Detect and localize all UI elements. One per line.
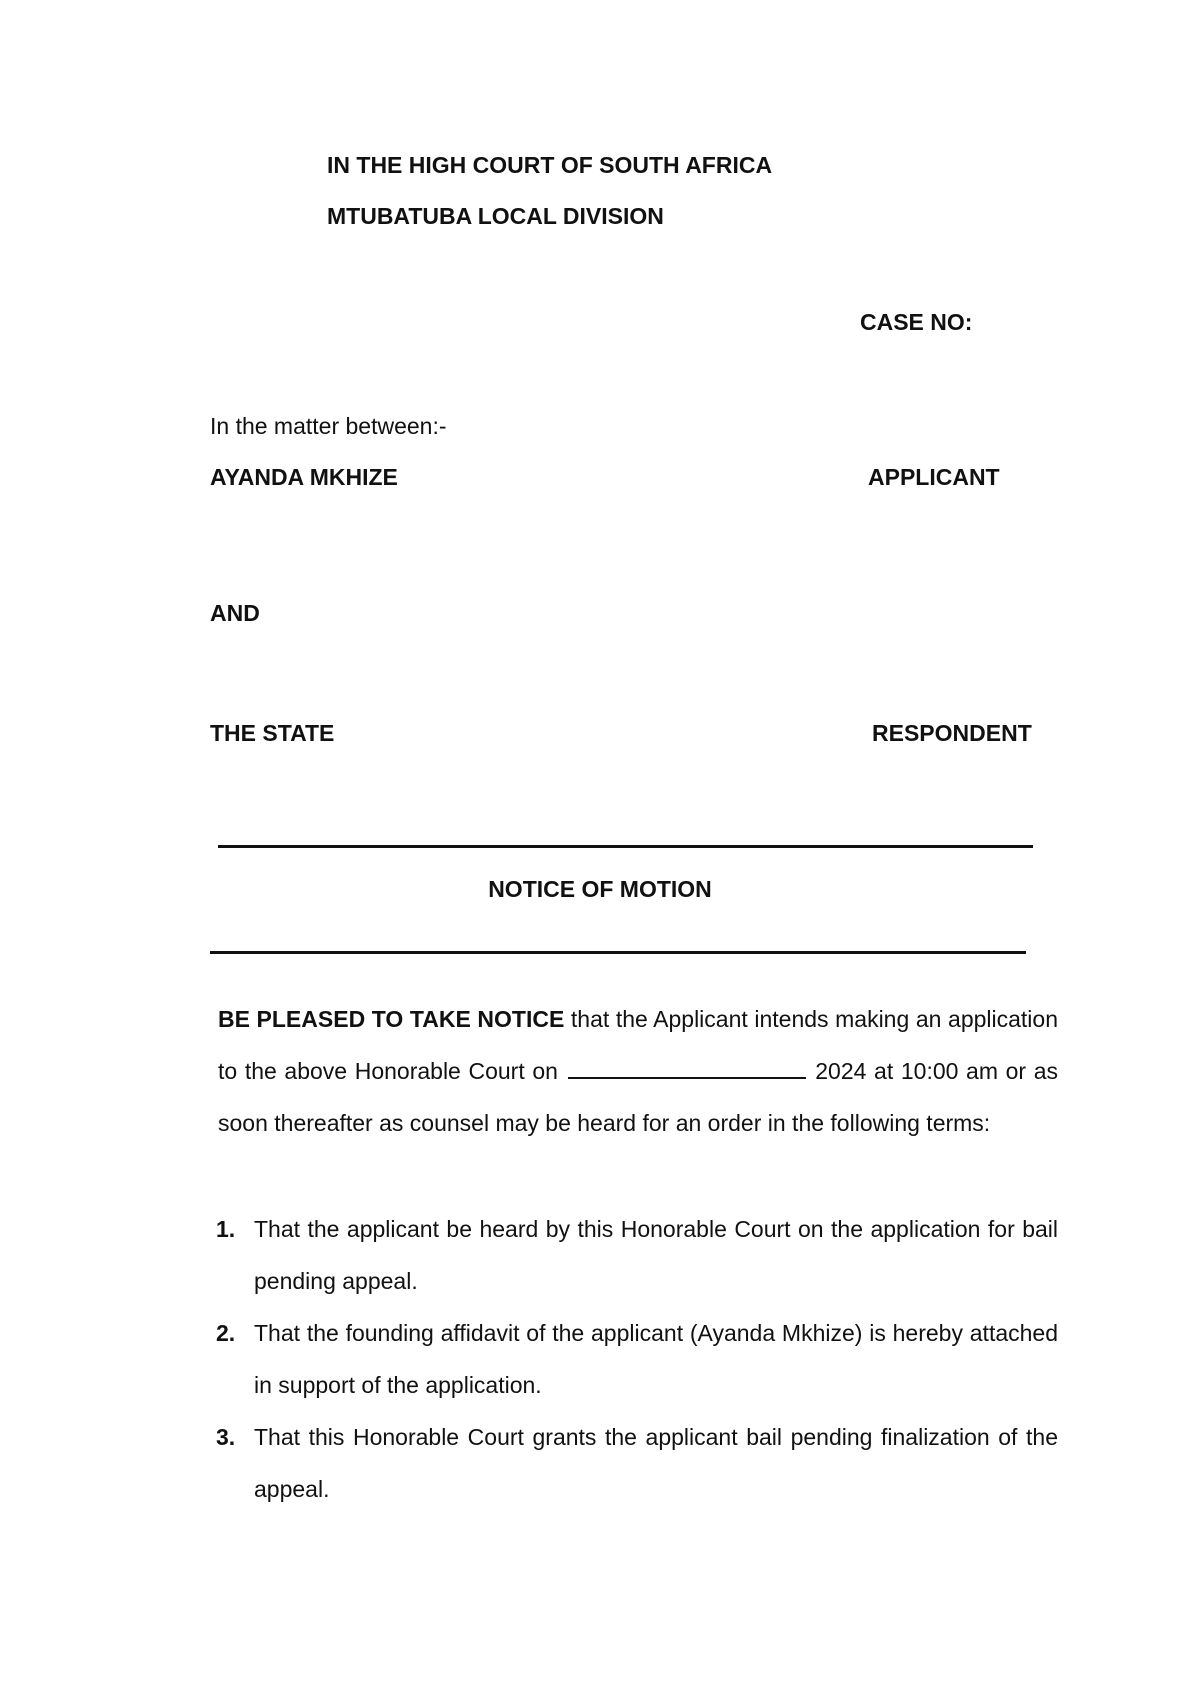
court-name: IN THE HIGH COURT OF SOUTH AFRICA xyxy=(327,152,773,178)
notice-lead: BE PLEASED TO TAKE NOTICE xyxy=(218,1006,565,1032)
party-conjunction: AND xyxy=(210,600,260,626)
title-rule-bottom xyxy=(210,951,1026,954)
respondent-role: RESPONDENT xyxy=(872,720,1032,746)
term-number: 1. xyxy=(216,1216,236,1242)
term-number: 3. xyxy=(216,1424,236,1450)
applicant-role: APPLICANT xyxy=(868,464,1000,490)
notice-text-2: at 10:00 am or as soon thereafter as counsel may be heard for an order in the following terms: xyxy=(218,1058,1059,1136)
term-text: That this Honorable Court grants the applicant bail pending finalization of the appeal. xyxy=(254,1424,1058,1502)
respondent-name: THE STATE xyxy=(210,720,335,746)
case-number-label: CASE NO: xyxy=(860,309,973,335)
notice-text-1: that the Applicant intends making an application to the above Honorable Court on xyxy=(218,1006,1059,1084)
matter-intro: In the matter between:- xyxy=(210,413,447,439)
document-title: NOTICE OF MOTION xyxy=(488,876,712,902)
term-text: That the applicant be heard by this Honorable Court on the application for bail pending appeal. xyxy=(254,1216,1058,1294)
title-rule-top xyxy=(218,845,1033,848)
court-division: MTUBATUBA LOCAL DIVISION xyxy=(327,203,664,229)
term-number: 2. xyxy=(216,1320,236,1346)
applicant-name: AYANDA MKHIZE xyxy=(210,464,398,490)
notice-year: 2024 xyxy=(815,1058,867,1084)
date-blank-line xyxy=(568,1059,806,1079)
term-text: That the founding affidavit of the applicant (Ayanda Mkhize) is hereby attached in support of the application. xyxy=(254,1320,1058,1398)
notice-paragraph xyxy=(218,993,1058,1149)
